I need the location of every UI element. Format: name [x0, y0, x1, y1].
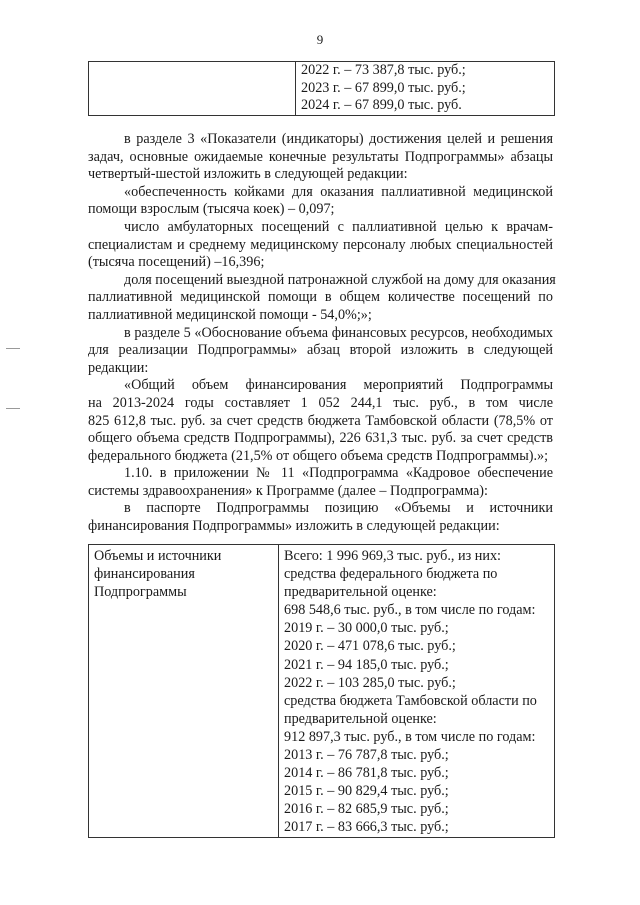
- text-line: федерального бюджета (21,5% от общего объема средств Подпрограммы).»;: [88, 447, 549, 464]
- year-line: 2023 г. – 67 899,0 тыс. руб.;: [301, 79, 466, 96]
- amount-line: 2020 г. – 471 078,6 тыс. руб.;: [284, 638, 456, 655]
- text-line: 1.10. в приложении № 11 «Подпрограмма «Кадровое обеспечение: [124, 465, 553, 482]
- text-line: паллиативной медицинской помощи в общем количестве посещений по: [88, 289, 553, 306]
- table-cell-empty: [89, 62, 296, 116]
- financing-table-continuation: [88, 61, 555, 116]
- text-line: системы здравоохранения» к Программе (далее – Подпрограмма):: [88, 482, 488, 499]
- page-number: 9: [316, 32, 324, 47]
- text-line: общего объема средств Подпрограммы), 226 631,3 тыс. руб. за счет средств: [88, 430, 553, 447]
- table-cell-years: [296, 62, 555, 116]
- text-line: паллиативной медицинской помощи - 54,0%;»;: [88, 306, 372, 323]
- financing-table: [88, 544, 555, 838]
- text-line: «обеспеченность койками для оказания паллиативной медицинской: [124, 183, 553, 200]
- amount-line: 2016 г. – 82 685,9 тыс. руб.;: [284, 801, 449, 818]
- year-line: 2022 г. – 73 387,8 тыс. руб.;: [301, 62, 466, 78]
- text-line: в разделе 5 «Обоснование объема финансовых ресурсов, необходимых: [124, 324, 553, 341]
- text-line: в разделе 3 «Показатели (индикаторы) достижения целей и решения: [124, 131, 553, 147]
- amount-line: 2017 г. – 83 666,3 тыс. руб.;: [284, 819, 449, 836]
- label-line: Подпрограммы: [94, 584, 187, 601]
- text-line: задач, основные ожидаемые конечные результаты Подпрограммы» абзацы: [88, 148, 553, 165]
- amount-line: 2014 г. – 86 781,8 тыс. руб.;: [284, 765, 449, 782]
- amount-line: предварительной оценке:: [284, 584, 437, 601]
- amount-line: 2013 г. – 76 787,8 тыс. руб.;: [284, 747, 449, 764]
- amount-line: 912 897,3 тыс. руб., в том числе по годам:: [284, 728, 536, 745]
- table-cell-label: [89, 545, 279, 838]
- amount-line: 2015 г. – 90 829,4 тыс. руб.;: [284, 783, 449, 800]
- text-line: 825 612,8 тыс. руб. за счет средств бюджета Тамбовской области (78,5% от: [88, 412, 553, 429]
- scan-mark: [6, 408, 20, 409]
- text-line: в паспорте Подпрограммы позицию «Объемы и источники: [124, 500, 553, 517]
- text-line: доля посещений выездной патронажной службой на дому для оказания: [124, 271, 556, 288]
- text-line: редакции:: [88, 359, 149, 376]
- document-body: [88, 131, 556, 536]
- text-line: число амбулаторных посещений с паллиативной целью к врачам-: [124, 218, 553, 235]
- text-line: помощи взрослым (тысяча коек) – 0,097;: [88, 201, 335, 218]
- amount-line: 698 548,6 тыс. руб., в том числе по годам:: [284, 602, 536, 619]
- amount-line: 2021 г. – 94 185,0 тыс. руб.;: [284, 656, 449, 673]
- text-line: для реализации Подпрограммы» абзац второй изложить в следующей: [88, 342, 553, 359]
- text-line: (тысяча посещений) –16,396;: [88, 254, 265, 271]
- amount-line: 2019 г. – 30 000,0 тыс. руб.;: [284, 620, 449, 637]
- text-line: четвертый-шестой изложить в следующей редакции:: [88, 166, 408, 183]
- table-cell-amounts: [279, 545, 555, 838]
- amount-line: средства бюджета Тамбовской области по: [284, 692, 537, 709]
- text-line: специалистам и среднему медицинскому персоналу любых специальностей: [88, 236, 553, 253]
- amount-line: предварительной оценке:: [284, 710, 437, 727]
- amount-line: средства федерального бюджета по: [284, 566, 498, 583]
- year-line: 2024 г. – 67 899,0 тыс. руб.: [301, 97, 462, 114]
- label-line: финансирования: [94, 566, 195, 583]
- label-line: Объемы и источники: [94, 548, 222, 564]
- text-line: «Общий объем финансирования мероприятий Подпрограммы: [124, 377, 553, 394]
- text-line: на 2013-2024 годы составляет 1 052 244,1 тыс. руб., в том числе: [88, 394, 553, 411]
- scan-mark: [6, 348, 20, 349]
- amount-line: Всего: 1 996 969,3 тыс. руб., из них:: [284, 548, 501, 564]
- text-line: финансирования Подпрограммы» изложить в следующей редакции:: [88, 518, 500, 535]
- amount-line: 2022 г. – 103 285,0 тыс. руб.;: [284, 674, 456, 691]
